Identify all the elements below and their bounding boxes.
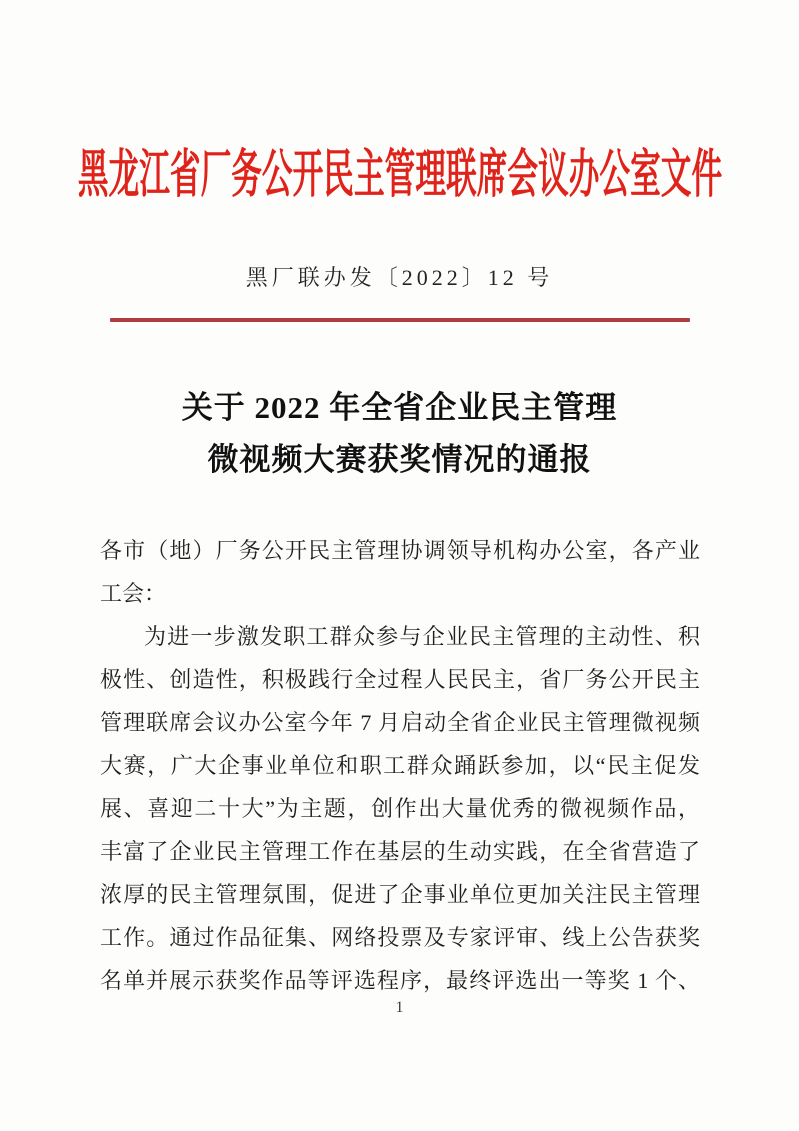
- body-line: 管理联席会议办公室今年 7 月启动全省企业民主管理微视频: [100, 710, 700, 735]
- document-title: [0, 382, 799, 486]
- body-line: 名单并展示获奖作品等评选程序，最终评选出一等奖 1 个、: [100, 968, 700, 993]
- document-body: [100, 529, 700, 1002]
- body-line: 极性、创造性，积极践行全过程人民民主，省厂务公开民主: [100, 667, 700, 692]
- body-line: 丰富了企业民主管理工作在基层的生动实践，在全省营造了: [100, 839, 700, 864]
- page-number: 1: [395, 999, 404, 1016]
- document-title-line-2: 微视频大赛获奖情况的通报: [207, 442, 592, 477]
- document-title-line-1: 关于 2022 年全省企业民主管理: [181, 390, 618, 425]
- body-line: 为进一步激发职工群众参与企业民主管理的主动性、积: [144, 624, 700, 649]
- body-line: 展、喜迎二十大”为主题，创作出大量优秀的微视频作品，: [100, 796, 700, 821]
- body-line: 工会：: [100, 581, 167, 606]
- body-line: 浓厚的民主管理氛围，促进了企事业单位更加关注民主管理: [100, 882, 700, 907]
- body-line: 大赛，广大企事业单位和职工群众踊跃参加，以“民主促发: [100, 753, 700, 778]
- body-line: 工作。通过作品征集、网络投票及专家评审、线上公告获奖: [100, 925, 700, 950]
- red-divider-line: [110, 318, 690, 322]
- document-number: 黑厂联办发〔2022〕12 号: [245, 265, 554, 290]
- paragraph: [100, 615, 700, 1002]
- body-line: 各市（地）厂务公开民主管理协调领导机构办公室，各产业: [100, 538, 700, 563]
- red-header-org-title: 黑龙江省厂务公开民主管理联席会议办公室文件: [77, 147, 722, 204]
- paragraph: [100, 529, 700, 615]
